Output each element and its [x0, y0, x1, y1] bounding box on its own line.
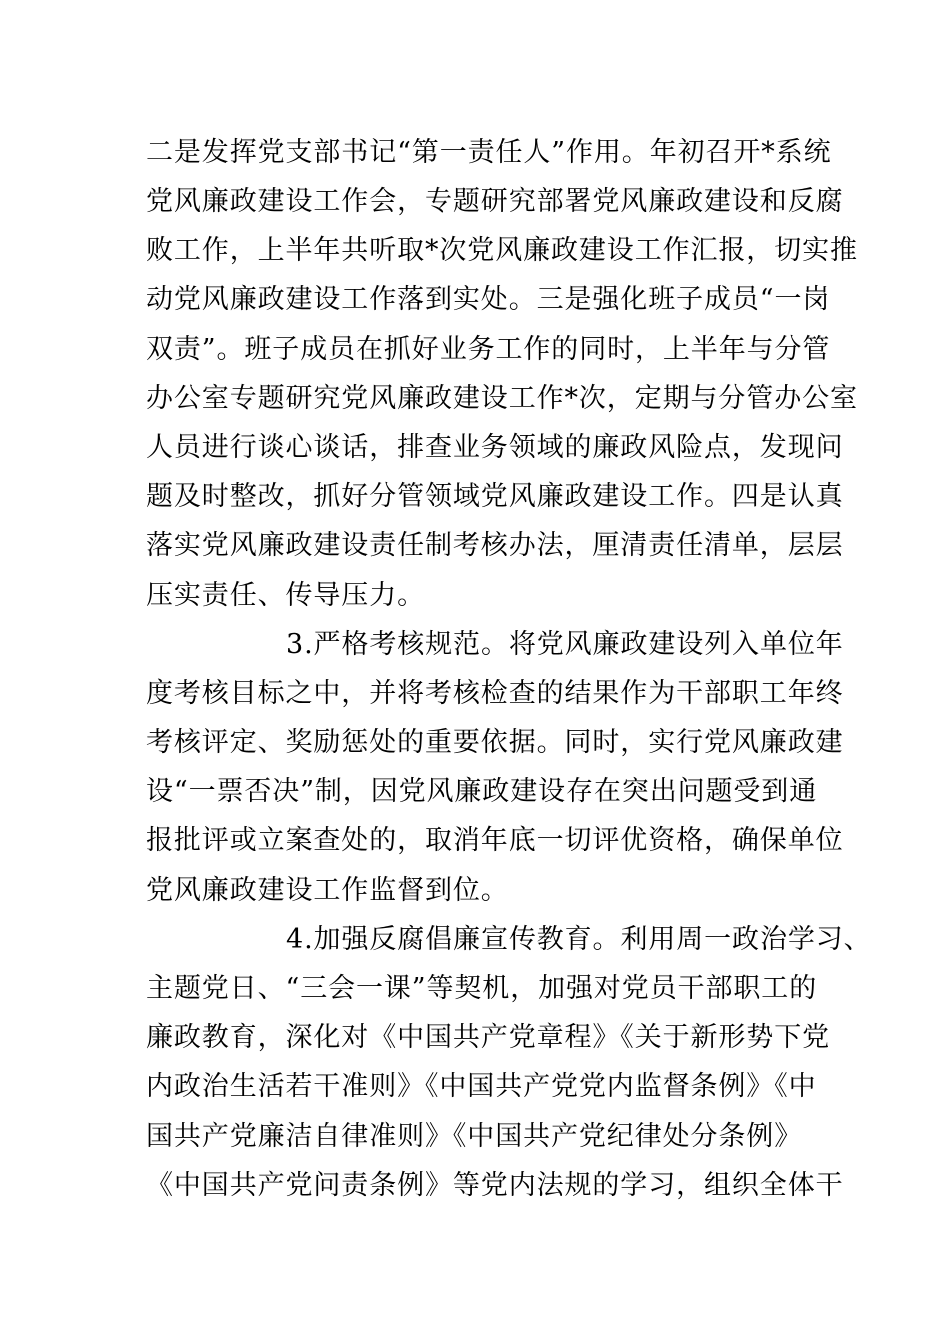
paragraph-heading-4: 4.加强反腐倡廉宣传教育。利用周一政治学习、: [286, 924, 872, 955]
text-line: 办公室专题研究党风廉政建设工作*次，定期与分管办公室: [146, 383, 858, 414]
text-line: 设“一票否决”制，因党风廉政建设存在突出问题受到通: [146, 776, 818, 807]
text-line: 报批评或立案查处的，取消年底一切评优资格，确保单位: [146, 825, 844, 856]
paragraph-heading-3: 3.严格考核规范。将党风廉政建设列入单位年: [286, 629, 844, 660]
text-line: 人员进行谈心谈话，排查业务领域的廉政风险点，发现问: [146, 432, 844, 463]
text-line: 题及时整改，抓好分管领域党风廉政建设工作。四是认真: [146, 481, 844, 512]
text-line: 动党风廉政建设工作落到实处。三是强化班子成员“一岗: [146, 284, 831, 315]
text-line: 二是发挥党支部书记“第一责任人”作用。年初召开*系统: [146, 137, 832, 168]
text-line: 压实责任、传导压力。: [146, 580, 425, 611]
text-line: 落实党风廉政建设责任制考核办法，厘清责任清单，层层: [146, 530, 844, 561]
text-line: 败工作，上半年共听取*次党风廉政建设工作汇报，切实推: [146, 235, 858, 266]
text-line: 考核评定、奖励惩处的重要依据。同时，实行党风廉政建: [146, 727, 844, 758]
text-line: 党风廉政建设工作会，专题研究部署党风廉政建设和反腐: [146, 186, 844, 217]
text-line: 主题党日、“三会一课”等契机，加强对党员干部职工的: [146, 973, 818, 1004]
text-line: 党风廉政建设工作监督到位。: [146, 875, 509, 906]
text-line: 内政治生活若干准则》《中国共产党党内监督条例》《中: [146, 1071, 817, 1102]
text-line: 《中国共产党问责条例》等党内法规的学习，组织全体干: [146, 1170, 844, 1201]
text-line: 廉政教育，深化对《中国共产党章程》《关于新形势下党: [146, 1022, 830, 1053]
text-line: 国共产党廉洁自律准则》《中国共产党纪律处分条例》: [146, 1121, 803, 1152]
text-line: 双责”。班子成员在抓好业务工作的同时，上半年与分管: [146, 334, 831, 365]
text-line: 度考核目标之中，并将考核检查的结果作为干部职工年终: [146, 678, 844, 709]
